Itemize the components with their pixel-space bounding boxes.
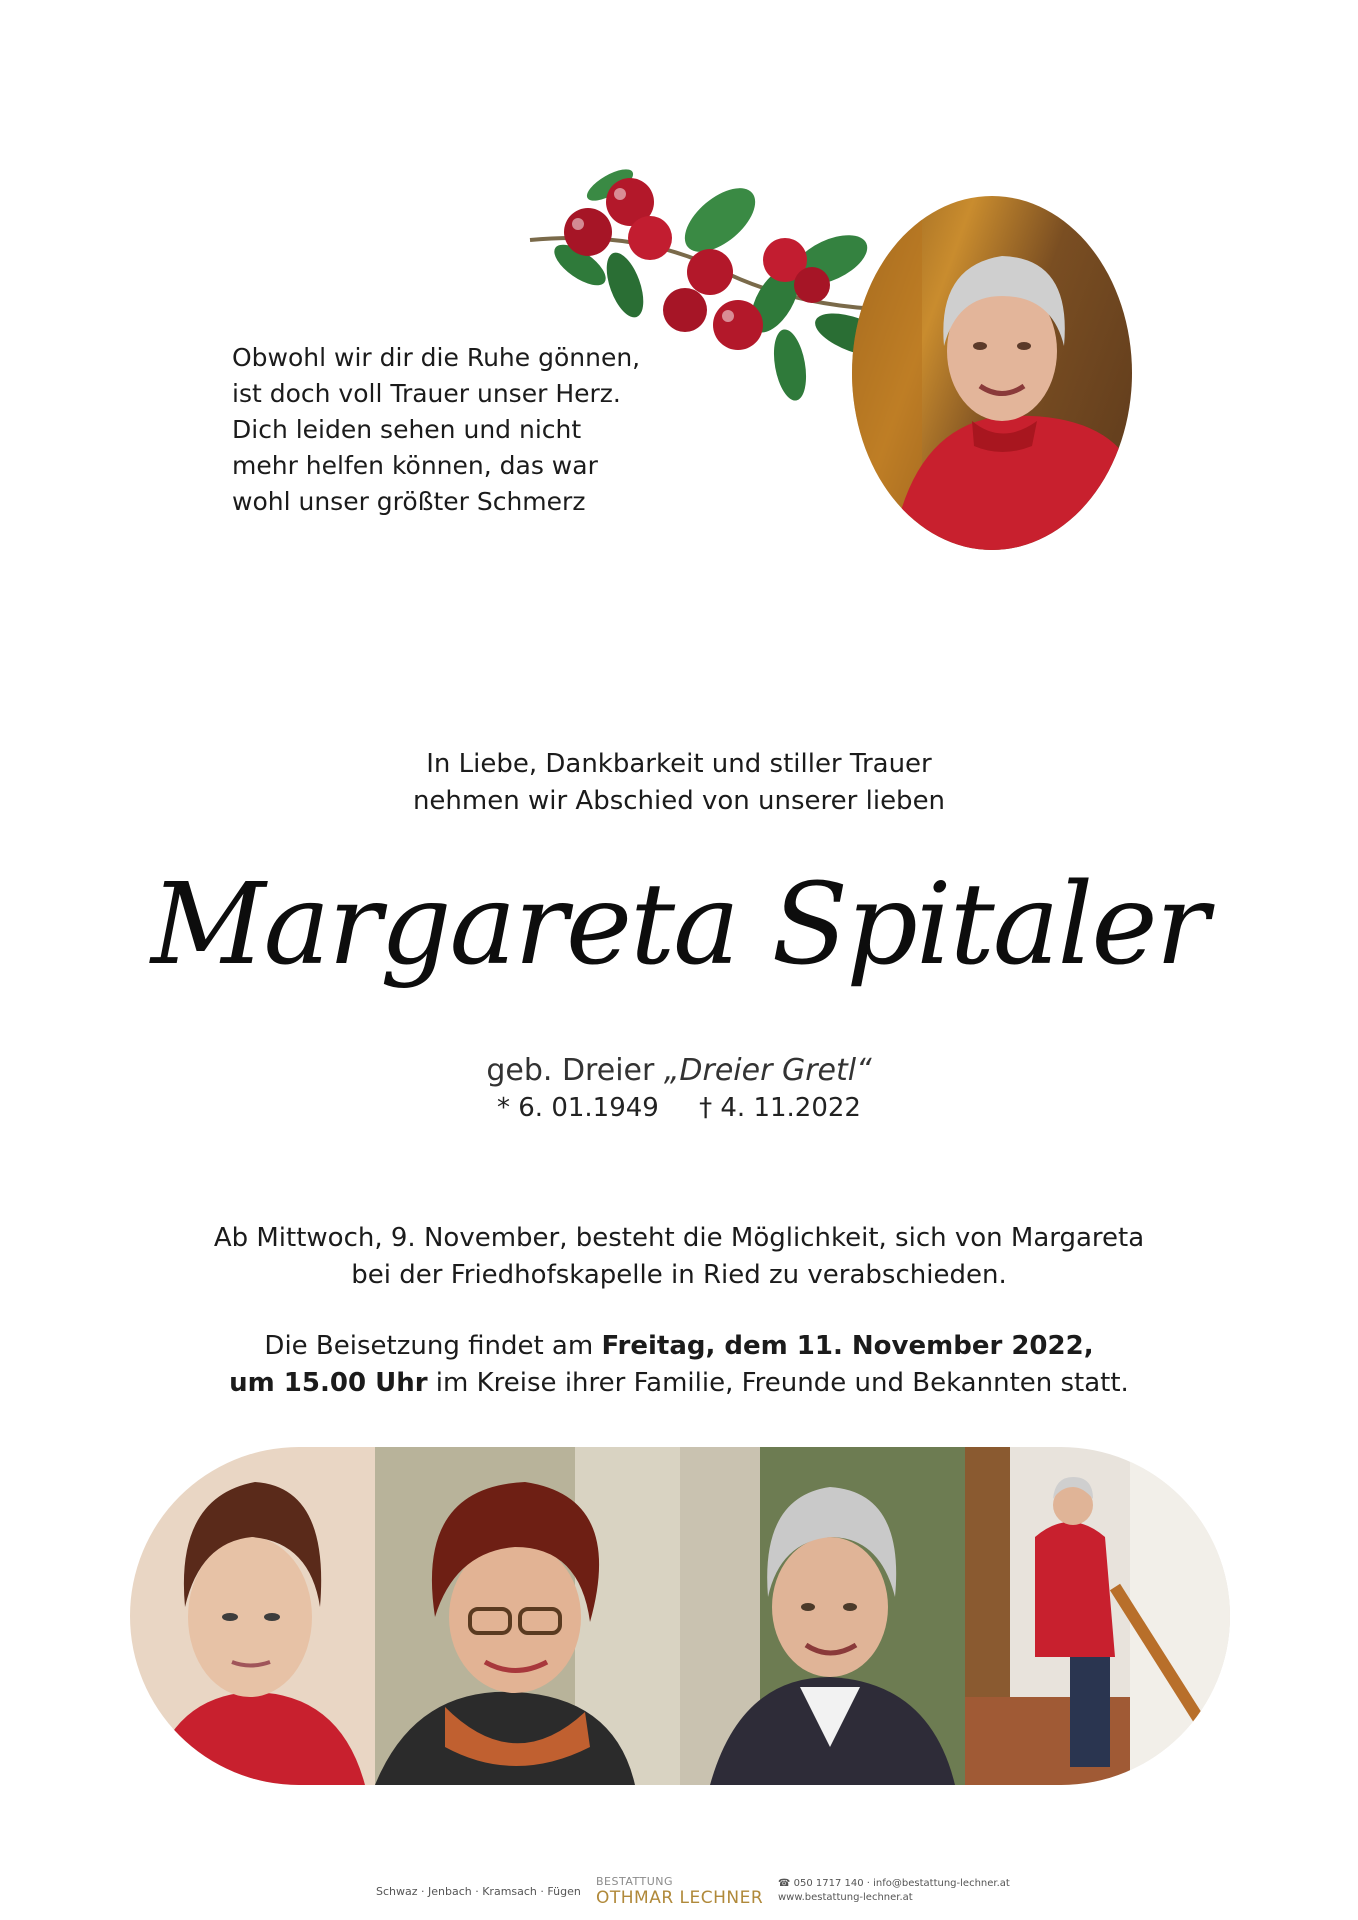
photo-collage bbox=[130, 1447, 1230, 1785]
poem-line: ist doch voll Trauer unser Herz. bbox=[232, 379, 621, 408]
intro-line: nehmen wir Abschied von unserer lieben bbox=[412, 786, 946, 816]
poem-line: Dich leiden sehen und nicht bbox=[232, 415, 582, 444]
poem-line: Obwohl wir dir die Ruhe gönnen, bbox=[232, 343, 641, 372]
life-dates bbox=[0, 1090, 1358, 1126]
nickname: „Dreier Gretl“ bbox=[663, 1053, 872, 1088]
farewell-line: bei der Friedhofskapelle in Ried zu verabschieden. bbox=[351, 1260, 1007, 1290]
photo-grey-hair bbox=[680, 1447, 965, 1785]
burial-line-2 bbox=[0, 1365, 1358, 1402]
intro-line: In Liebe, Dankbarkeit und stiller Trauer bbox=[426, 749, 932, 779]
birth-date: * 6. 01.1949 bbox=[497, 1093, 659, 1123]
contact-info bbox=[778, 1877, 1010, 1905]
farewell-info bbox=[0, 1220, 1358, 1294]
funeral-home-logo bbox=[596, 1875, 763, 1908]
photo-young bbox=[130, 1447, 375, 1785]
photo-stairs bbox=[965, 1447, 1230, 1785]
burial-time: um 15.00 Uhr bbox=[229, 1368, 428, 1398]
poem-line: mehr helfen können, das war bbox=[232, 451, 598, 480]
death-date: † 4. 11.2022 bbox=[699, 1093, 861, 1123]
burial-line-1 bbox=[0, 1328, 1358, 1365]
burial-info bbox=[0, 1328, 1358, 1402]
poem-line: wohl unser größter Schmerz bbox=[232, 487, 586, 516]
deceased-name: Margareta Spitaler bbox=[150, 860, 1208, 990]
burial-date: Freitag, dem 11. November 2022, bbox=[601, 1331, 1094, 1361]
logo-bottom-text: OTHMAR LECHNER bbox=[596, 1888, 764, 1908]
branch-locations: Schwaz · Jenbach · Kramsach · Fügen bbox=[376, 1885, 581, 1898]
intro-text bbox=[0, 746, 1358, 820]
farewell-line: Ab Mittwoch, 9. November, besteht die Möglichkeit, sich von Margareta bbox=[213, 1223, 1145, 1253]
burial-text: Die Beisetzung findet am bbox=[264, 1331, 602, 1361]
burial-text: im Kreise ihrer Familie, Freunde und Bekannten statt. bbox=[427, 1368, 1129, 1398]
contact-website: www.bestattung-lechner.at bbox=[778, 1892, 913, 1903]
funeral-home-footer bbox=[0, 1873, 1358, 1907]
contact-phone-email: ☎ 050 1717 140 · info@bestattung-lechner.at bbox=[778, 1878, 1010, 1889]
logo-top-text: BESTATTUNG bbox=[596, 1875, 674, 1888]
photo-glasses bbox=[375, 1447, 680, 1785]
portrait-photo bbox=[852, 196, 1132, 550]
birth-name bbox=[0, 1052, 1358, 1090]
maiden-name: geb. Dreier bbox=[486, 1053, 655, 1088]
